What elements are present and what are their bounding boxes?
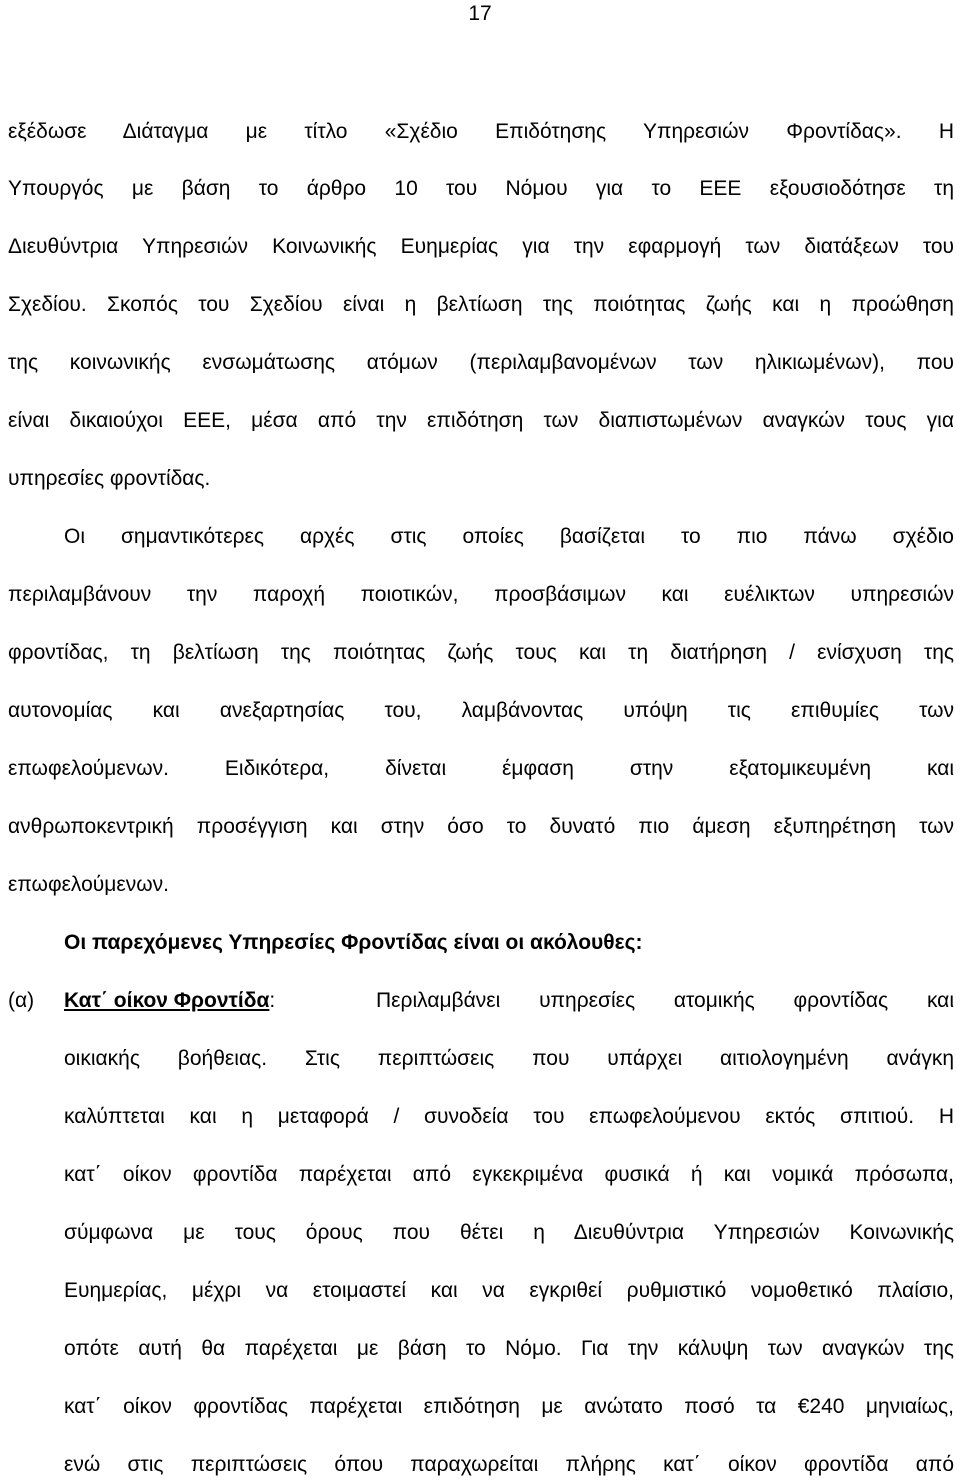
text-line: κατ΄ οίκον φροντίδα παρέχεται από εγκεκριμένα φυσικά ή και νομικά πρόσωπα, <box>64 1163 954 1186</box>
text-line: είναι δικαιούχοι ΕΕΕ, μέσα από την επιδότηση των διαπιστωμένων αναγκών τους για <box>8 409 954 432</box>
text-line: εξέδωσε Διάταγμα με τίτλο «Σχέδιο Επιδότησης Υπηρεσιών Φροντίδας». Η <box>8 120 954 143</box>
text-line: ενώ στις περιπτώσεις όπου παραχωρείται πλήρης κατ΄ οίκον φροντίδα από <box>64 1453 954 1476</box>
text-line: φροντίδας, τη βελτίωση της ποιότητας ζωής τους και τη διατήρηση / ενίσχυση της <box>8 641 954 664</box>
text-line: ανθρωποκεντρική προσέγγιση και στην όσο το δυνατό πιο άμεση εξυπηρέτηση των <box>8 815 954 838</box>
text-line: οπότε αυτή θα παρέχεται με βάση το Νόμο. Για την κάλυψη των αναγκών της <box>64 1337 954 1360</box>
text-line: Σχεδίου. Σκοπός του Σχεδίου είναι η βελτίωση της ποιότητας ζωής και η προώθηση <box>8 293 954 316</box>
list-item-label: (α) <box>8 989 35 1012</box>
list-item-description: Περιλαμβάνει υπηρεσίες ατομικής φροντίδας και <box>376 989 954 1012</box>
text-line: υπηρεσίες φροντίδας. <box>8 467 211 490</box>
text-line: περιλαμβάνουν την παροχή ποιοτικών, προσβάσιμων και ευέλικτων υπηρεσιών <box>8 583 954 606</box>
page-number: 17 <box>468 2 492 25</box>
text-line: επωφελούμενων. Ειδικότερα, δίνεται έμφαση στην εξατομικευμένη και <box>8 757 954 780</box>
text-line: της κοινωνικής ενσωμάτωσης ατόμων (περιλαμβανομένων των ηλικιωμένων), που <box>8 351 954 374</box>
text-line: σύμφωνα με τους όρους που θέτει η Διευθύντρια Υπηρεσιών Κοινωνικής <box>64 1221 954 1244</box>
text-line: επωφελούμενων. <box>8 873 169 896</box>
list-item-term: Κατ΄ οίκον Φροντίδα <box>64 989 270 1012</box>
text-line: οικιακής βοήθειας. Στις περιπτώσεις που υπάρχει αιτιολογημένη ανάγκη <box>64 1047 954 1070</box>
text-line: καλύπτεται και η μεταφορά / συνοδεία του επωφελούμενου εκτός σπιτιού. Η <box>64 1105 954 1128</box>
term-colon: : <box>269 989 276 1012</box>
list-item-term-group <box>64 986 275 1016</box>
text-line: Διευθύντρια Υπηρεσιών Κοινωνικής Ευημερίας για την εφαρμογή των διατάξεων του <box>8 235 954 258</box>
section-heading: Οι παρεχόμενες Υπηρεσίες Φροντίδας είναι οι ακόλουθες: <box>64 931 643 954</box>
list-item-first-line <box>64 986 954 1016</box>
text-line: Υπουργός με βάση το άρθρο 10 του Νόμου για το ΕΕΕ εξουσιοδότησε τη <box>8 177 954 200</box>
text-line: Οι σημαντικότερες αρχές στις οποίες βασίζεται το πιο πάνω σχέδιο <box>64 525 954 548</box>
text-line: αυτονομίας και ανεξαρτησίας του, λαμβάνοντας υπόψη τις επιθυμίες των <box>8 699 954 722</box>
text-line: κατ΄ οίκον φροντίδας παρέχεται επιδότηση με ανώτατο ποσό τα €240 μηνιαίως, <box>64 1395 954 1418</box>
text-line: Ευημερίας, μέχρι να ετοιμαστεί και να εγκριθεί ρυθμιστικό νομοθετικό πλαίσιο, <box>64 1279 954 1302</box>
